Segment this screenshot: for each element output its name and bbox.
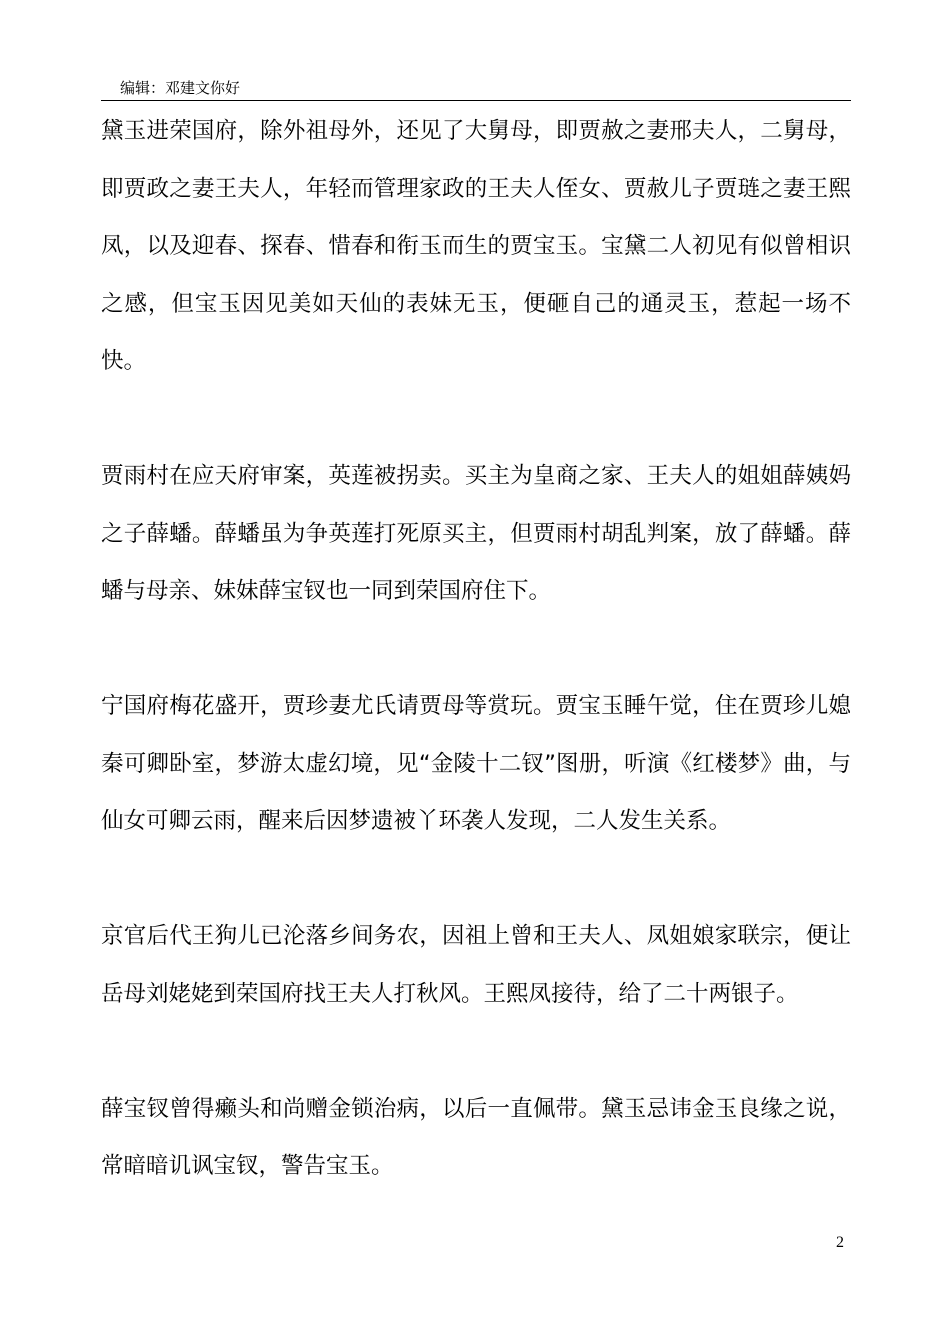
paragraph-2: 贾雨村在应天府审案，英莲被拐卖。买主为皇商之家、王夫人的姐姐薛姨妈之子薛蟠。薛蟠虽为争英莲打死原买主，但贾雨村胡乱判案，放了薛蟠。薛蟠与母亲、妹妹薛宝钗也一同到荣国府住下。 [101, 463, 851, 604]
page-number: 2 [836, 1234, 844, 1251]
paragraph-1: 黛玉进荣国府，除外祖母外，还见了大舅母，即贾赦之妻邢夫人，二舅母，即贾政之妻王夫人，年轻而管理家政的王夫人侄女、贾赦儿子贾琏之妻王熙凤，以及迎春、探春、惜春和衔玉而生的贾宝玉。宝黛二人初见有似曾相识之感，但宝玉因见美如天仙的表妹无玉，便砸自己的通灵玉，惹起一场不快。 [101, 118, 851, 374]
header-editor-text: 编辑：邓建文你好 [120, 79, 241, 97]
paragraph-5: 薛宝钗曾得癞头和尚赠金锁治病，以后一直佩带。黛玉忌讳金玉良缘之说，常暗暗讥讽宝钗，警告宝玉。 [101, 1095, 851, 1179]
paragraph-3: 宁国府梅花盛开，贾珍妻尤氏请贾母等赏玩。贾宝玉睡午觉，住在贾珍儿媳秦可卿卧室，梦游太虚幻境，见“金陵十二钗”图册，听演《红楼梦》曲，与仙女可卿云雨，醒来后因梦遗被丫环袭人发现，二人发生关系。 [101, 693, 851, 834]
document-body [101, 103, 851, 1253]
paragraph-4: 京官后代王狗儿已沦落乡间务农，因祖上曾和王夫人、凤姐娘家联宗，便让岳母刘姥姥到荣国府找王夫人打秋风。王熙凤接待，给了二十两银子。 [101, 923, 851, 1007]
page-header [101, 76, 851, 101]
